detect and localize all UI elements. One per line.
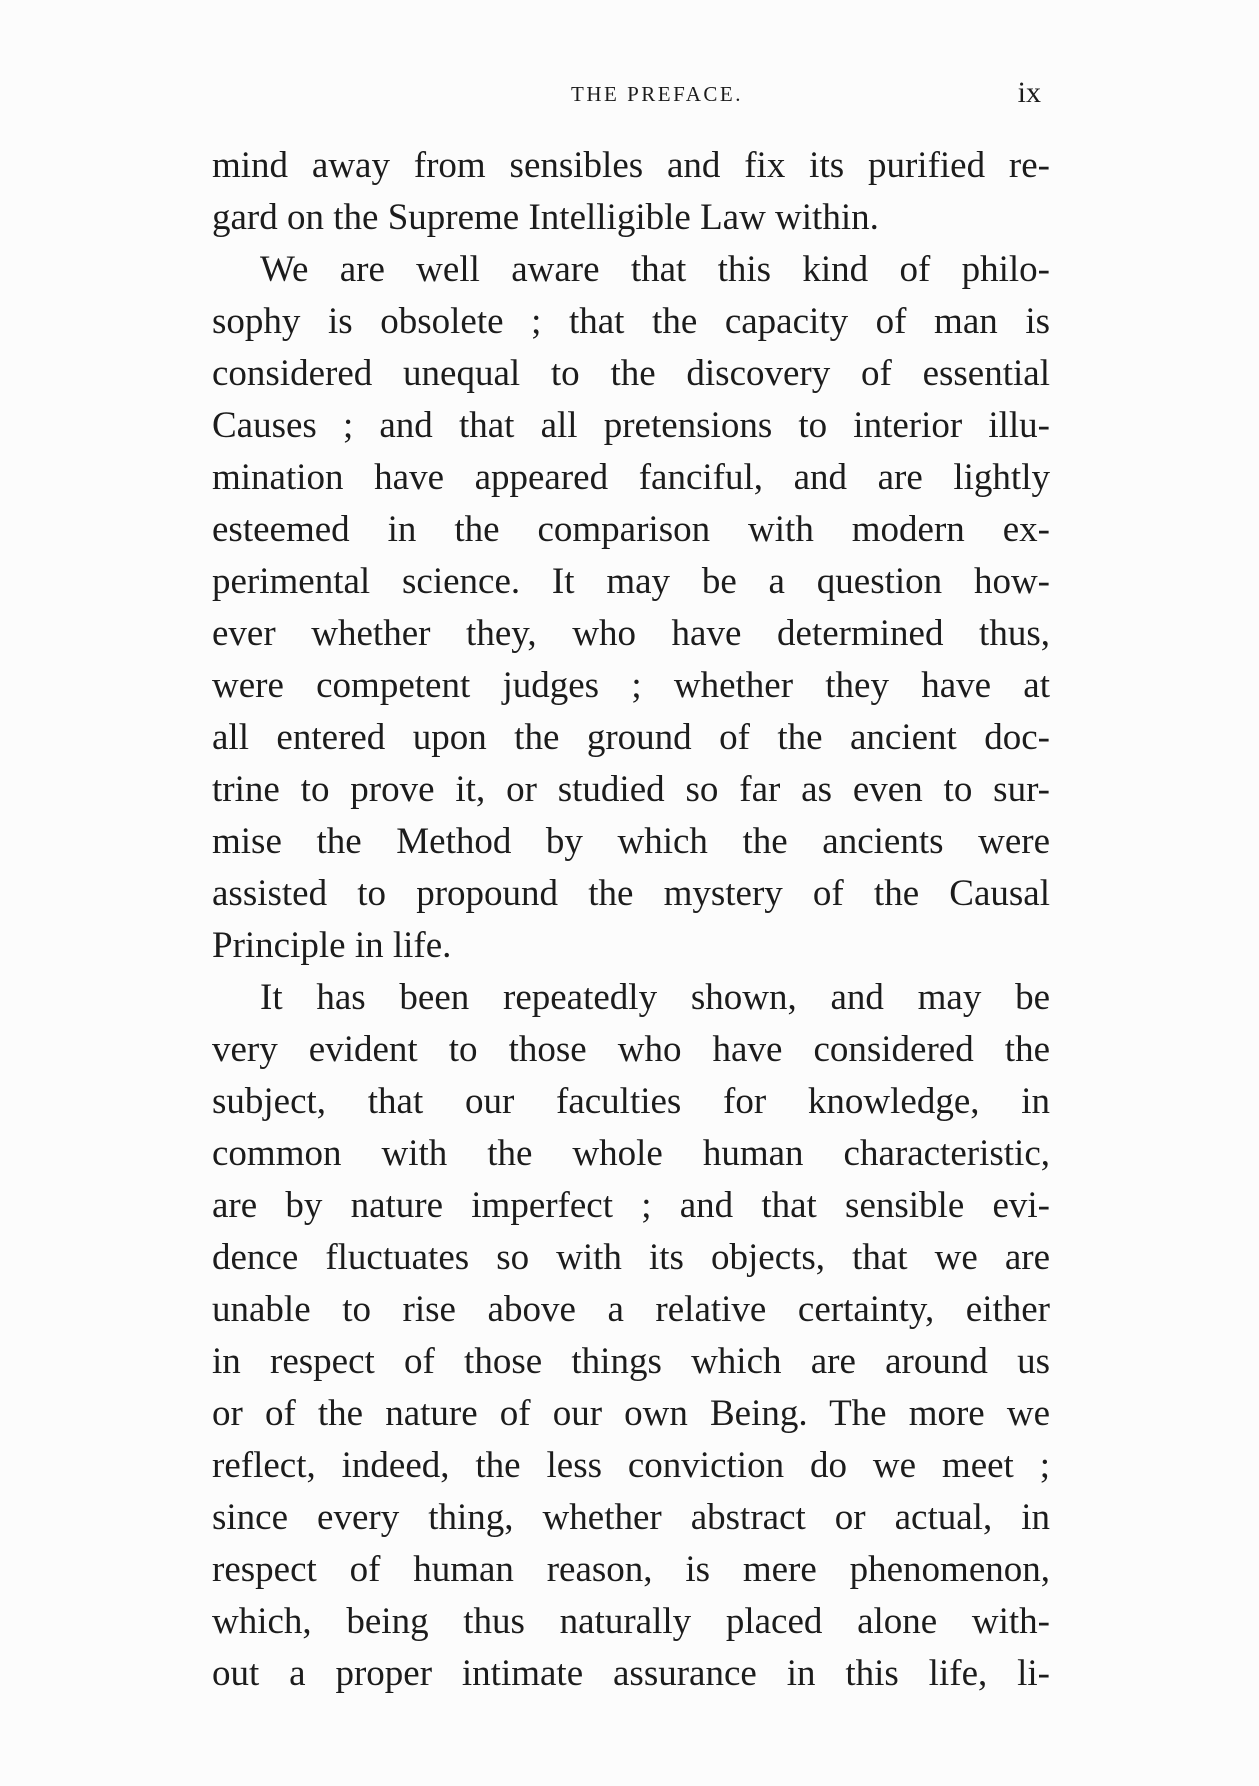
text-line: dence fluctuates so with its objects, that we are: [212, 1237, 1050, 1278]
text-line: which, being thus naturally placed alone with-: [212, 1601, 1050, 1642]
text-line: Principle in life.: [212, 925, 452, 966]
text-line: gard on the Supreme Intelligible Law within.: [212, 197, 879, 238]
text-line: ever whether they, who have determined thus,: [212, 613, 1050, 654]
text-line: were competent judges ; whether they have at: [212, 665, 1050, 706]
text-line: are by nature imperfect ; and that sensible evi-: [212, 1185, 1050, 1226]
text-line: It has been repeatedly shown, and may be: [260, 977, 1050, 1018]
text-line: mise the Method by which the ancients were: [212, 821, 1050, 862]
text-line: Causes ; and that all pretensions to interior illu-: [212, 405, 1050, 446]
text-line: or of the nature of our own Being. The more we: [212, 1393, 1050, 1434]
text-line: unable to rise above a relative certainty, either: [212, 1289, 1050, 1330]
text-line: We are well aware that this kind of philo-: [260, 249, 1050, 290]
text-line: perimental science. It may be a question how-: [212, 561, 1050, 602]
text-line: mind away from sensibles and fix its purified re-: [212, 145, 1050, 186]
text-line: trine to prove it, or studied so far as even to sur-: [212, 769, 1050, 810]
page-number: ix: [1017, 76, 1041, 109]
text-line: since every thing, whether abstract or actual, in: [212, 1497, 1050, 1538]
text-line: very evident to those who have considered the: [212, 1029, 1050, 1070]
text-line: reflect, indeed, the less conviction do we meet ;: [212, 1445, 1050, 1486]
text-line: respect of human reason, is mere phenomenon,: [212, 1549, 1050, 1590]
text-line: subject, that our faculties for knowledge, in: [212, 1081, 1050, 1122]
text-line: in respect of those things which are around us: [212, 1341, 1050, 1382]
text-line: esteemed in the comparison with modern ex-: [212, 509, 1050, 550]
running-header-title: THE PREFACE.: [571, 82, 743, 106]
body-text: [212, 140, 1050, 1700]
text-line: all entered upon the ground of the ancient doc-: [212, 717, 1050, 758]
text-line: common with the whole human characteristic,: [212, 1133, 1050, 1174]
text-line: out a proper intimate assurance in this life, li-: [212, 1653, 1050, 1694]
text-line: considered unequal to the discovery of essential: [212, 353, 1050, 394]
text-line: mination have appeared fanciful, and are lightly: [212, 457, 1050, 498]
text-line: sophy is obsolete ; that the capacity of man is: [212, 301, 1050, 342]
text-line: assisted to propound the mystery of the Causal: [212, 873, 1050, 914]
